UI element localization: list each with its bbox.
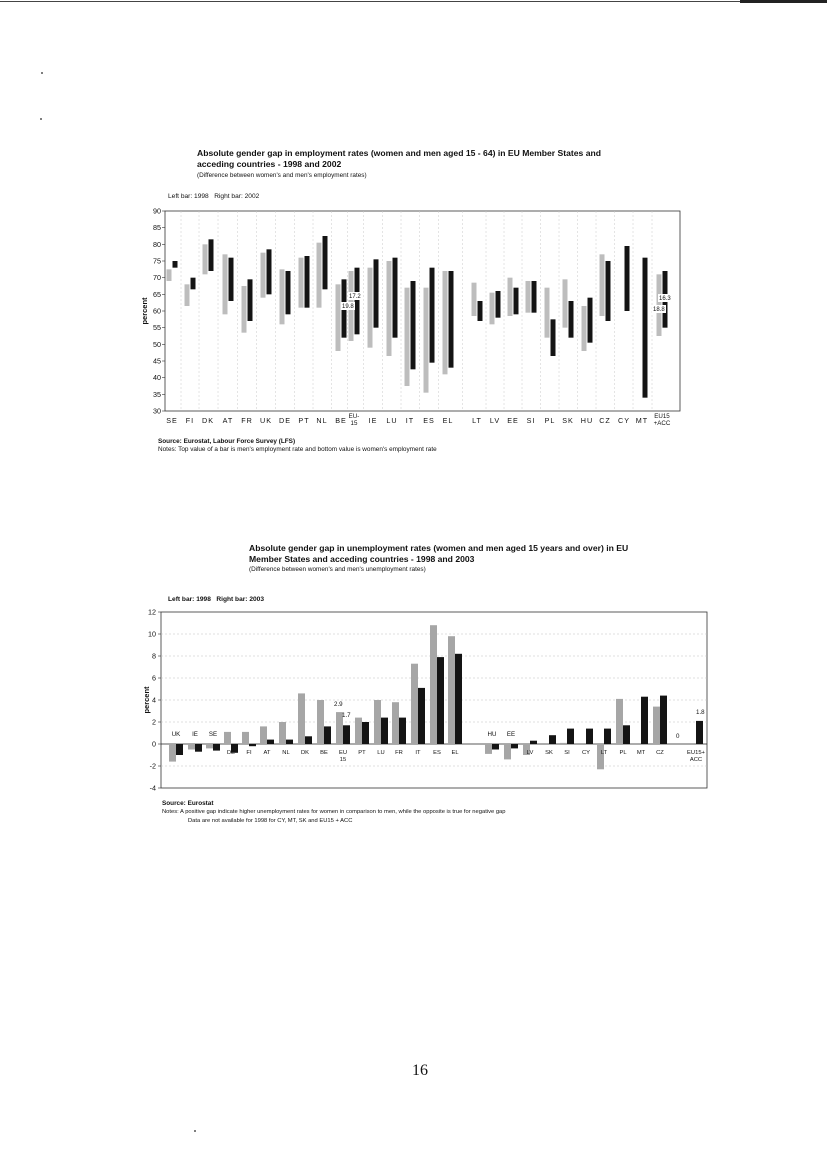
chart2-x-tick-label: MT — [636, 750, 646, 756]
chart1-x-tick-label: IT — [405, 416, 415, 425]
chart2-x-tick-label: PT — [358, 750, 366, 756]
chart1-x-tick-label: LV — [489, 416, 501, 425]
chart2-bar-1998-dk — [298, 693, 305, 744]
chart2-x-tick-label: FR — [395, 750, 403, 756]
chart2-bar-1998-el — [448, 636, 455, 744]
chart2-x-tick-label: SK — [545, 750, 553, 756]
chart1-y-tick-label: 60 — [153, 306, 161, 316]
chart2-bar-2003-lt — [604, 729, 611, 744]
chart1-y-tick-label: 55 — [153, 323, 161, 333]
chart2-y-axis-label: percent — [142, 686, 151, 714]
chart1-x-tick-label: SI — [526, 416, 536, 425]
chart1-x-tick-label: PL — [544, 416, 556, 425]
chart1-x-tick-label: LT — [472, 416, 482, 425]
chart1-x-tick-label: AT — [222, 416, 234, 425]
chart2-bar-1998-de — [224, 732, 231, 744]
chart1-y-tick-label: 35 — [153, 389, 161, 399]
chart2-x-tick-label: UK — [171, 731, 181, 738]
chart2-y-tick-label: -2 — [149, 761, 156, 771]
chart2-y-tick-label: 6 — [152, 673, 156, 683]
chart2-bar-2003-si — [567, 729, 574, 744]
chart2-x-tick-label: CY — [581, 750, 591, 756]
chart2-bar-1998-es — [430, 625, 437, 744]
chart2-bar-2003-cy — [586, 729, 593, 744]
chart1-x-tick-label: IE — [368, 416, 378, 425]
chart2-bar-2003-mt — [641, 697, 648, 744]
chart1-y-tick-label: 40 — [153, 373, 161, 383]
chart2-bar-2003-ie — [195, 744, 202, 752]
chart2-x-tick-label: EL — [451, 750, 459, 756]
chart1-x-tick-label: EU- — [348, 413, 360, 420]
chart2-y-tick-label: -4 — [149, 783, 156, 793]
chart1-source: Source: Eurostat, Labour Force Survey (LFS) — [158, 438, 296, 445]
chart2-title: Absolute gender gap in unemployment rates (women and men aged 15 years and over) in EU Member States and acceding countries - 1998 and 2003 — [249, 543, 629, 564]
chart1-data-label: 19.8 — [342, 304, 354, 310]
chart2-x-tick-label: LU — [377, 750, 385, 756]
chart1-y-tick-label: 90 — [153, 206, 161, 216]
chart2-x-tick-label: ACC — [689, 757, 703, 763]
chart1-notes: Notes: Top value of a bar is men's employment rate and bottom value is women's employment rate — [158, 446, 437, 453]
chart1-x-tick-label: SE — [166, 416, 178, 425]
chart2-bar-1998-ee — [504, 744, 511, 759]
chart2-bar-2003-lu — [381, 718, 388, 744]
chart1-x-tick-label: FI — [185, 416, 195, 425]
chart2-bar-2003-lv — [530, 741, 537, 744]
chart1-x-tick-label: HU — [580, 416, 594, 425]
chart1-y-tick-label: 80 — [153, 239, 161, 249]
chart2-x-tick-label: SI — [564, 750, 570, 756]
chart2-x-tick-label: IE — [192, 731, 198, 738]
chart2-bar-2003-be — [324, 726, 331, 744]
chart2-x-tick-label: EE — [506, 731, 516, 738]
chart1-y-tick-label: 65 — [153, 289, 161, 299]
chart2-bar-2003-it — [418, 688, 425, 744]
chart2-x-tick-label: HU — [487, 731, 497, 738]
chart2-x-tick-label: LV — [526, 750, 534, 756]
chart1-data-label: 16.3 — [659, 296, 671, 302]
chart1-y-tick-label: 50 — [153, 339, 161, 349]
chart1-x-tick-label: SK — [562, 416, 574, 425]
chart2-y-tick-label: 12 — [148, 607, 156, 617]
chart2-bar-1998-ie — [188, 744, 195, 750]
chart1-x-tick-label: PT — [298, 416, 310, 425]
chart2-notes-2: Data are not available for 1998 for CY, MT, SK and EU15 + ACC — [188, 818, 353, 824]
chart2-bar-2003-fr — [399, 718, 406, 744]
chart2-x-tick-label: 15 — [339, 757, 347, 763]
chart2-bar-2003-hu — [492, 744, 499, 750]
chart2-bar-2003-sk — [549, 735, 556, 744]
chart1-data-label: 17.2 — [349, 294, 361, 300]
chart2-bar-note: Left bar: 1998 Right bar: 2003 — [168, 596, 265, 603]
chart2-bar-2003-eu15-acc — [696, 721, 703, 744]
chart1-y-tick-label: 70 — [153, 273, 161, 283]
chart2-bar-2003-nl — [286, 740, 293, 744]
chart2-bar-1998-lu — [374, 700, 381, 744]
chart2-x-tick-label: AT — [263, 750, 271, 756]
chart2-bar-2003-fi — [249, 744, 256, 746]
chart1-title: Absolute gender gap in employment rates (women and men aged 15 - 64) in EU Member States and acceding countries - 1998 and 2002 — [197, 148, 601, 169]
chart2-bar-1998-nl — [279, 722, 286, 744]
chart2-bar-1998-be — [317, 700, 324, 744]
chart2-bar-2003-pl — [623, 725, 630, 744]
chart1-x-tick-label: +ACC — [653, 420, 671, 427]
chart1-x-tick-label: 15 — [350, 420, 358, 427]
chart1-x-tick-label: FR — [241, 416, 253, 425]
chart1-bar-note: Left bar: 1998 Right bar: 2002 — [168, 193, 260, 200]
chart1-x-tick-label: CZ — [599, 416, 611, 425]
chart2-x-tick-label: PL — [619, 750, 627, 756]
chart1-x-tick-label: BE — [335, 416, 347, 425]
chart2-bar-2003-el — [455, 654, 462, 744]
chart2-bar-2003-uk — [176, 744, 183, 755]
chart1-y-tick-label: 30 — [153, 406, 161, 416]
chart1-x-tick-label: ES — [423, 416, 435, 425]
chart2-y-tick-label: 4 — [152, 695, 156, 705]
chart2-bar-1998-fi — [242, 732, 249, 744]
chart2-source: Source: Eurostat — [162, 800, 214, 807]
chart2-bar-1998-fr — [392, 702, 399, 744]
chart2-x-tick-label: CZ — [656, 750, 664, 756]
chart2-y-tick-label: 2 — [152, 717, 156, 727]
chart1-x-tick-label: NL — [316, 416, 328, 425]
chart2-x-tick-label: ES — [433, 750, 441, 756]
chart2-bar-2003-eu-15 — [343, 725, 350, 744]
chart2-bar-2003-at — [267, 740, 274, 744]
chart1-x-tick-label: MT — [635, 416, 649, 425]
chart2-x-tick-label: NL — [282, 750, 290, 756]
chart2-x-tick-label: LT — [600, 750, 608, 756]
chart1-x-tick-label: CY — [618, 416, 630, 425]
chart2-x-tick-label: BE — [320, 750, 328, 756]
chart2-x-tick-label: DE — [226, 750, 236, 756]
chart2-x-tick-label: EU — [338, 750, 348, 756]
chart2-bar-1998-hu — [485, 744, 492, 754]
chart2-bar-2003-es — [437, 657, 444, 744]
chart1-y-tick-label: 45 — [153, 356, 161, 366]
chart1-x-tick-label: DK — [202, 416, 214, 425]
chart2-x-tick-label: SE — [208, 731, 218, 738]
chart2-subtitle: (Difference between women's and men's unemployment rates) — [249, 566, 426, 573]
chart1-data-label: 18.8 — [653, 307, 665, 313]
chart2-data-label: 0 — [676, 733, 680, 740]
chart1-x-tick-label: UK — [260, 416, 272, 425]
chart2-bar-1998-it — [411, 664, 418, 744]
chart2-data-label: 1.8 — [696, 709, 705, 716]
chart1-x-tick-label: DE — [279, 416, 291, 425]
chart2-x-tick-label: EU15+ — [687, 750, 705, 756]
chart2-bar-2003-ee — [511, 744, 518, 748]
page-number: 16 — [412, 1062, 428, 1079]
chart2-data-label: 2.9 — [334, 701, 343, 708]
chart2-bar-1998-lt — [597, 744, 604, 769]
chart1-x-tick-label: LU — [386, 416, 398, 425]
chart2-bar-2003-cz — [660, 696, 667, 744]
chart2-bar-2003-pt — [362, 722, 369, 744]
chart1-y-axis-label: percent — [140, 297, 149, 325]
chart2-x-tick-label: DK — [300, 750, 310, 756]
chart2-bar-2003-dk — [305, 736, 312, 744]
chart2-bar-2003-se — [213, 744, 220, 751]
chart2-y-tick-label: 8 — [152, 651, 156, 661]
chart1-subtitle: (Difference between women's and men's employment rates) — [197, 172, 367, 179]
chart2-bar-1998-si — [560, 743, 567, 744]
chart1-x-tick-label: EL — [442, 416, 454, 425]
chart1-x-tick-label: EU15 — [654, 413, 670, 420]
chart1-y-tick-label: 75 — [153, 256, 161, 266]
chart2-x-tick-label: FI — [246, 750, 252, 756]
chart2-bar-1998-at — [260, 726, 267, 744]
chart2-notes: Notes: A positive gap indicate higher unemployment rates for women in comparison to men, while the opposite is true for negative gap — [162, 809, 506, 815]
chart2-bar-1998-se — [206, 744, 213, 748]
chart1-x-tick-label: EE — [507, 416, 519, 425]
chart2-bar-1998-uk — [169, 744, 176, 762]
chart2-bar-1998-cz — [653, 707, 660, 744]
chart2-data-label: 1.7 — [342, 712, 351, 719]
chart2-x-tick-label: IT — [415, 750, 421, 756]
chart2-bar-1998-pl — [616, 699, 623, 744]
chart1-y-tick-label: 85 — [153, 223, 161, 233]
chart2-y-tick-label: 10 — [148, 629, 156, 639]
chart2-y-tick-label: 0 — [152, 739, 156, 749]
chart2-bar-1998-pt — [355, 718, 362, 744]
